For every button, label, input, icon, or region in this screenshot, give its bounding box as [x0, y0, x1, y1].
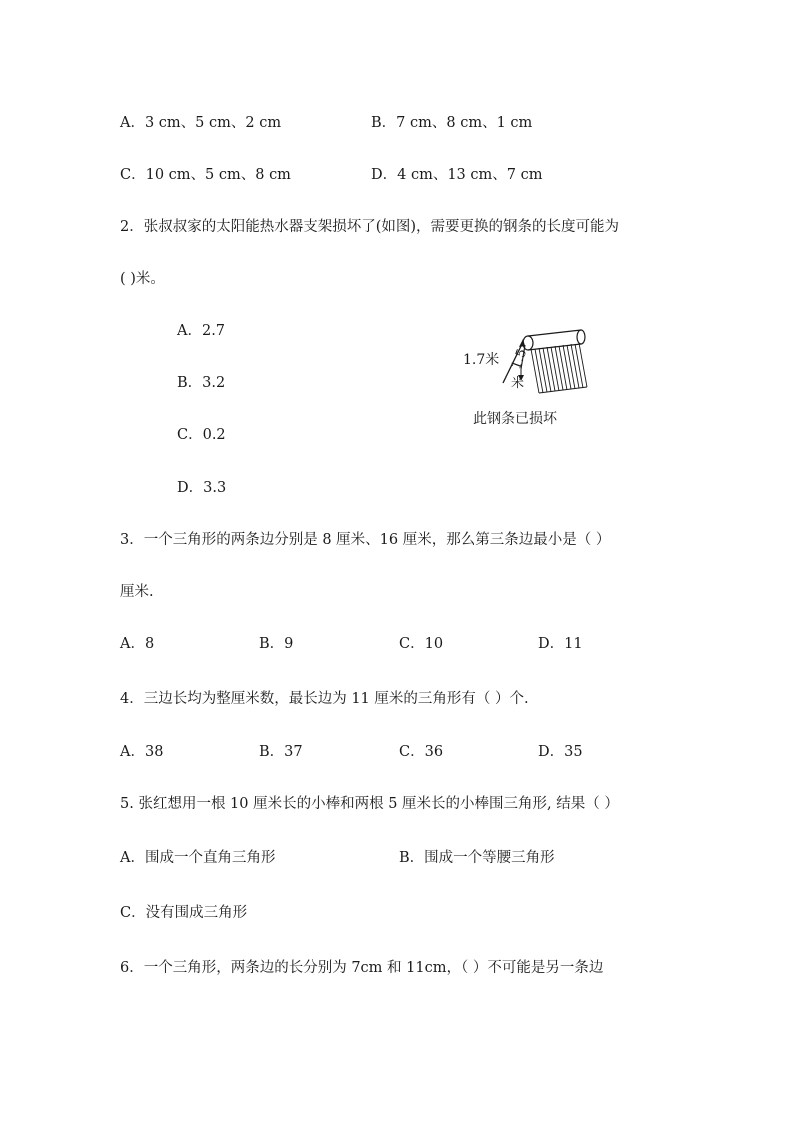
q1-option-b: B．7 cm、8 cm、1 cm	[371, 115, 533, 131]
q2-option-a: A．2.7	[177, 323, 226, 339]
label-left: 1.7米	[463, 352, 500, 368]
solar-heater-figure	[455, 325, 595, 435]
q2-option-c: C．0.2	[177, 427, 226, 443]
q4-stem: 4．三边长均为整厘米数，最长边为 11 厘米的三角形有（ ）个.	[120, 691, 529, 707]
q1-option-d: D．4 cm、13 cm、7 cm	[371, 167, 543, 183]
q4-option-a: A．38	[120, 744, 164, 760]
q3-option-d: D．11	[538, 636, 583, 652]
label-mid-num: 1.5	[509, 346, 531, 372]
solar-panel-tubes	[531, 343, 587, 393]
q5-option-c: C．没有围成三角形	[120, 905, 248, 921]
q4-option-d: D．35	[538, 744, 583, 760]
q4-option-b: B．37	[259, 744, 303, 760]
q2-option-b: B．3.2	[177, 375, 226, 391]
q2-stem-line1: 2．张叔叔家的太阳能热水器支架损坏了(如图)，需要更换的钢条的长度可能为	[120, 219, 620, 235]
q5-stem: 5. 张红想用一根 10 厘米长的小棒和两根 5 厘米长的小棒围三角形, 结果（ ）	[120, 796, 619, 812]
q1-option-a: A．3 cm、5 cm、2 cm	[120, 115, 282, 131]
q3-option-b: B．9	[259, 636, 294, 652]
q5-option-b: B．围成一个等腰三角形	[399, 850, 555, 866]
q4-option-c: C．36	[399, 744, 444, 760]
label-mid-unit: 米	[511, 376, 525, 391]
q2-option-d: D．3.3	[177, 480, 227, 496]
q3-stem-line1: 3．一个三角形的两条边分别是 8 厘米、16 厘米，那么第三条边最小是（ ）	[120, 532, 611, 548]
q6-stem: 6．一个三角形，两条边的长分别为 7cm 和 11cm，（ ）不可能是另一条边	[120, 960, 604, 976]
q3-stem-line2: 厘米.	[120, 584, 154, 600]
q3-option-a: A．8	[120, 636, 155, 652]
figure-caption: 此钢条已损坏	[473, 411, 557, 427]
q3-option-c: C．10	[399, 636, 444, 652]
arrow-head-up	[519, 339, 525, 347]
q5-option-a: A．围成一个直角三角形	[120, 850, 276, 866]
q1-option-c: C．10 cm、5 cm、8 cm	[120, 167, 291, 183]
q2-stem-line2: ( )米。	[120, 271, 165, 287]
